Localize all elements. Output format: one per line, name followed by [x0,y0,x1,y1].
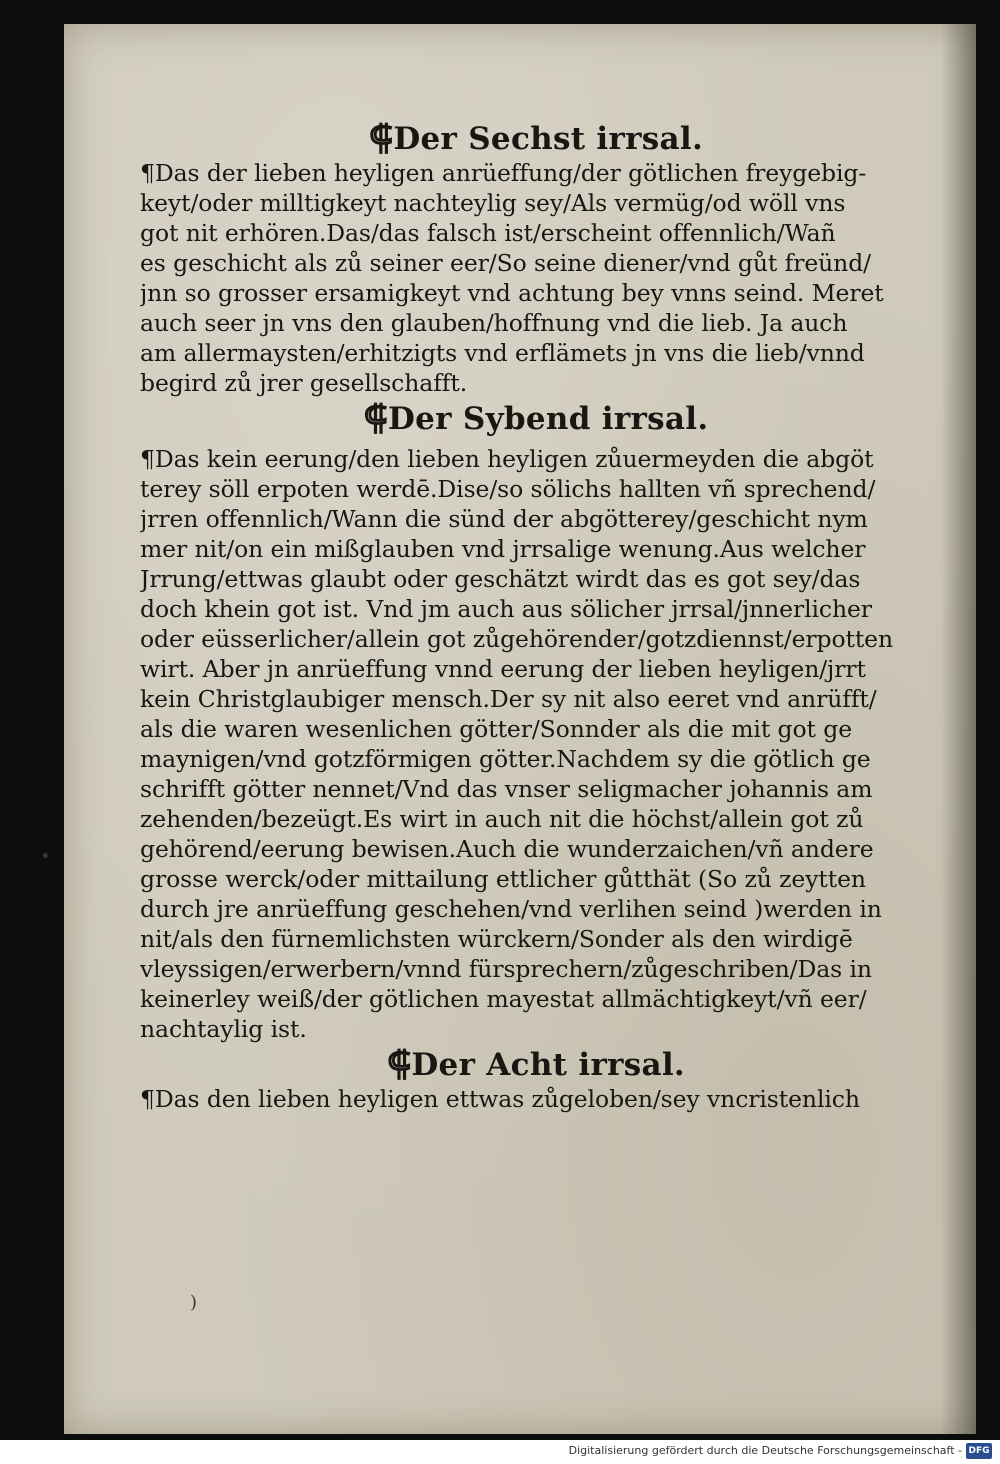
text-line: ¶Das den lieben heyligen ettwas zůgeloben/sey vncristenlich [140,1085,860,1113]
text-line: begird zů jrer gesellschafft. [140,369,468,397]
heading-text: Der Sechst irrsal. [393,121,704,157]
heading-text: Der Sybend irrsal. [387,401,709,437]
text-line: got nit erhören.Das/das falsch ist/erscheint offennlich/Wañ [140,219,836,247]
text-line: ¶Das kein eerung/den lieben heyligen zůuermeyden die abgöt [140,445,874,473]
text-line: nachtaylig ist. [140,1015,307,1043]
text-line: vleyssigen/erwerbern/vnnd fürsprechern/zůgeschriben/Das in [140,955,872,983]
text-line: Jrrung/ettwas glaubt oder geschätzt wirdt das es got sey/das [140,565,861,593]
margin-ink-mark: ) [190,1292,198,1313]
text-line: ¶Das der lieben heyligen anrüeffung/der götlichen freygebig- [140,159,867,187]
margin-ink-mark: • [40,846,51,867]
text-line: kein Christglaubiger mensch.Der sy nit also eeret vnd anrüfft/ [140,685,877,713]
text-line: zehenden/bezeügt.Es wirt in auch nit die höchst/allein got zů [140,805,864,833]
text-line: doch khein got ist. Vnd jm auch aus sölicher jrrsal/jnnerlicher [140,595,872,623]
text-line: durch jre anrüeffung geschehen/vnd verlihen seind )werden in [140,895,882,923]
text-line: keinerley weiß/der götlichen mayestat allmächtigkeyt/vñ eer/ [140,985,867,1013]
digitization-footer [0,1440,1000,1464]
text-line: terey söll erpoten werdē.Dise/so sölichs hallten vñ sprechend/ [140,475,876,503]
heading-text: Der Acht irrsal. [411,1047,686,1083]
page-text-block [140,118,932,1114]
text-line: jrren offennlich/Wann die sünd der abgötterey/geschicht nym [140,505,868,533]
text-line: maynigen/vnd gotzförmigen götter.Nachdem sy die götlich ge [140,745,871,773]
text-line: jnn so grosser ersamigkeyt vnd achtung bey vnns seind. Meret [140,279,884,307]
text-line: schrifft götter nennet/Vnd das vnser seligmacher johannis am [140,775,873,803]
text-line: grosse werck/oder mittailung ettlicher gůtthät (So zů zeytten [140,865,866,893]
text-line: oder eüsserlicher/allein got zůgehörender/gotzdiennst/erpotten [140,625,894,653]
capitulum-mark-icon: ⸿ [363,398,388,438]
text-line: gehörend/eerung bewisen.Auch die wunderzaichen/vñ andere [140,835,874,863]
capitulum-mark-icon: ⸿ [368,118,394,158]
text-line: wirt. Aber jn anrüeffung vnnd eerung der lieben heyligen/jrrt [140,655,866,683]
text-line: als die waren wesenlichen götter/Sonnder als die mit got ge [140,715,852,743]
section-heading-acht [140,1044,932,1084]
text-line: am allermaysten/erhitzigts vnd erflämets jn vns die lieb/vnnd [140,339,865,367]
text-line: mer nit/on ein mißglauben vnd jrrsalige wenung.Aus welcher [140,535,866,563]
page-edge-shadow [940,24,976,1434]
text-line: keyt/oder milltigkeyt nachteylig sey/Als vermüg/od wöll vns [140,189,846,217]
dfg-logo-icon: DFG [966,1443,992,1459]
text-line: auch seer jn vns den glauben/hoffnung vnd die lieb. Ja auch [140,309,848,337]
section-heading-sechst [140,118,932,158]
text-line: es geschicht als zů seiner eer/So seine diener/vnd gůt freünd/ [140,249,871,277]
text-line: nit/als den fürnemlichsten würckern/Sonder als den wirdigē [140,925,853,953]
funding-credit: Digitalisierung gefördert durch die Deutsche Forschungsgemeinschaft - [568,1444,962,1457]
section-heading-sybend [140,398,932,438]
capitulum-mark-icon: ⸿ [386,1044,412,1084]
